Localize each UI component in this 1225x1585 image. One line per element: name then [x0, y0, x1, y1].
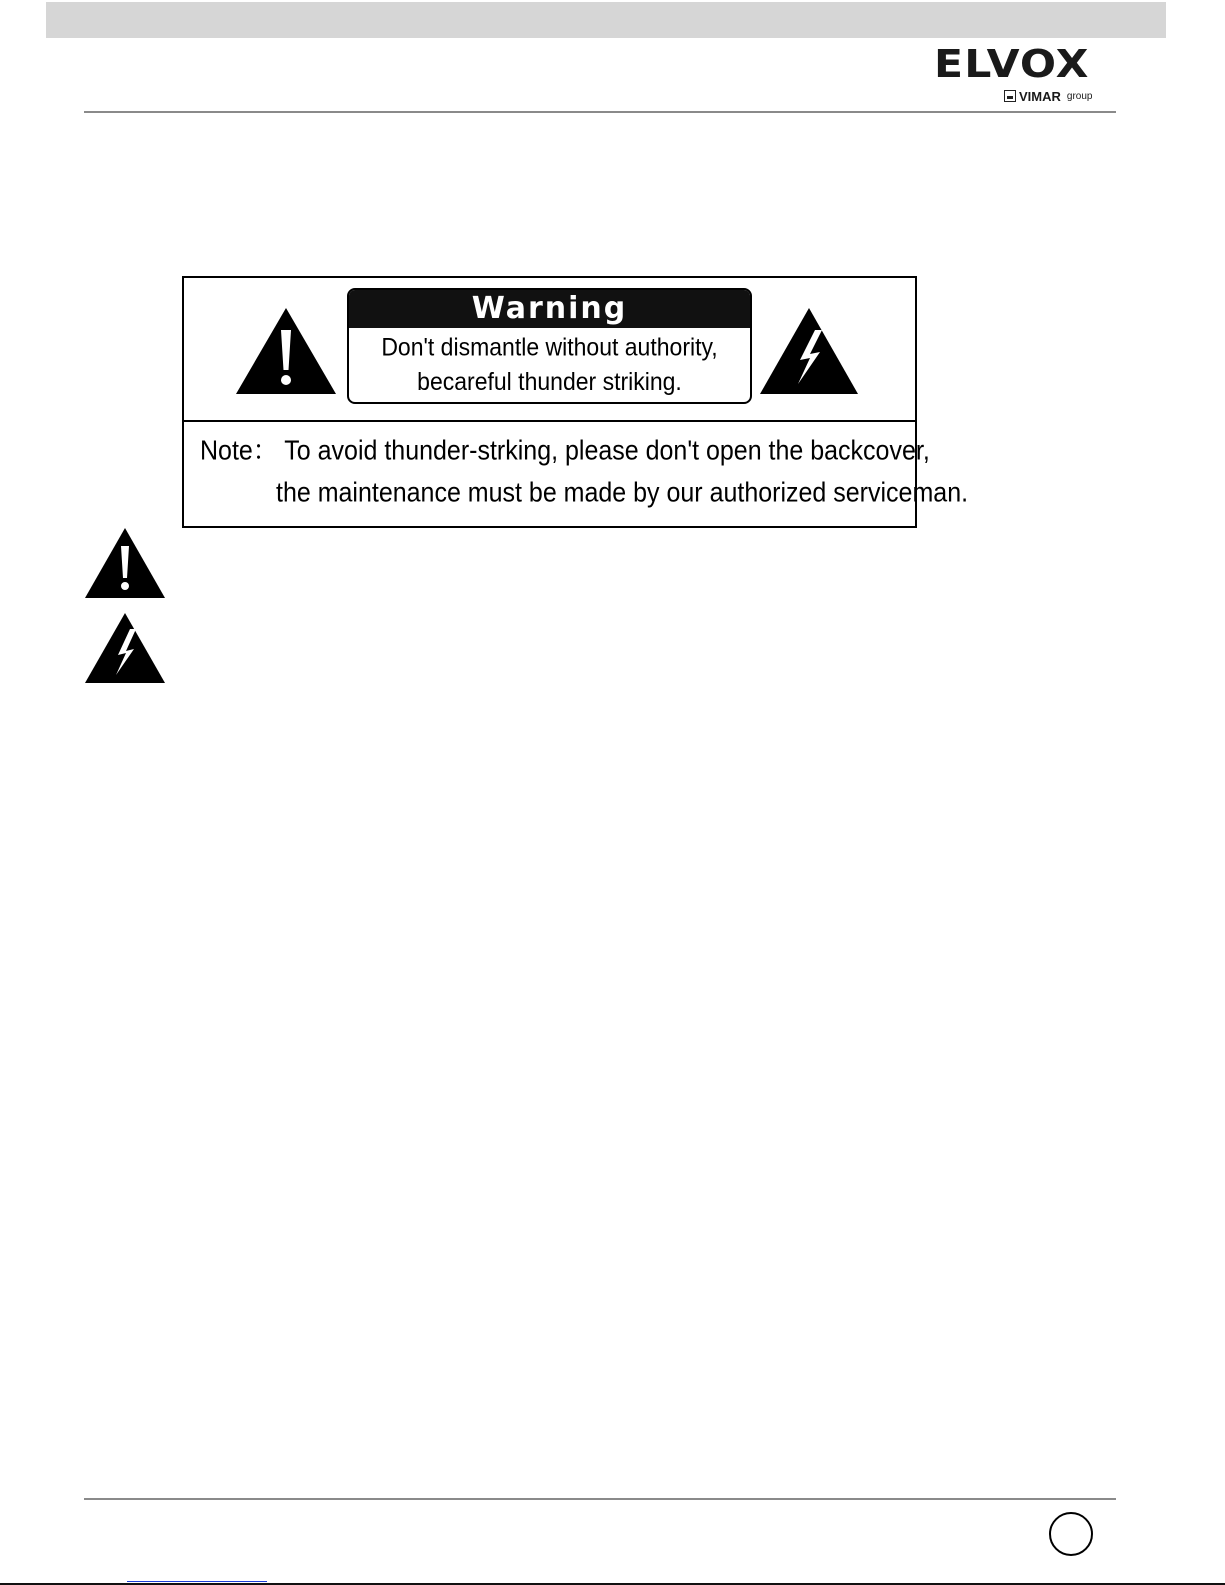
note-line-2: the maintenance must be made by our authorized serviceman. [276, 477, 969, 509]
warning-message-line-1: Don't dismantle without authority, [381, 332, 718, 361]
warning-note [200, 430, 968, 514]
header-divider [84, 111, 1116, 113]
lightning-warning-icon [85, 613, 165, 683]
logo-group-text: group [1066, 90, 1093, 102]
warning-message-line-2: becareful thunder striking. [417, 367, 682, 396]
page-number-badge [1049, 1512, 1093, 1556]
warning-divider [184, 420, 915, 422]
logo-vimar-text: VIMAR [1019, 88, 1061, 104]
exclamation-triangle-icon [236, 308, 336, 394]
logo-subbrand [1004, 88, 1092, 104]
note-line-1: Note： To avoid thunder-strking, please don't open the backcover, [200, 435, 930, 467]
elvox-logo [934, 44, 1096, 108]
footer-link-underline[interactable] [127, 1581, 267, 1582]
footer-divider [84, 1498, 1116, 1500]
warning-label [182, 276, 969, 528]
vimar-mark-icon [1004, 90, 1016, 102]
warning-box [347, 288, 752, 404]
warning-title: Warning [349, 290, 750, 328]
lightning-triangle-icon [760, 308, 858, 394]
caution-triangle-icon [85, 528, 165, 598]
warning-message [349, 325, 750, 398]
top-band [46, 2, 1166, 38]
logo-wordmark: ELVOX [934, 42, 1090, 86]
